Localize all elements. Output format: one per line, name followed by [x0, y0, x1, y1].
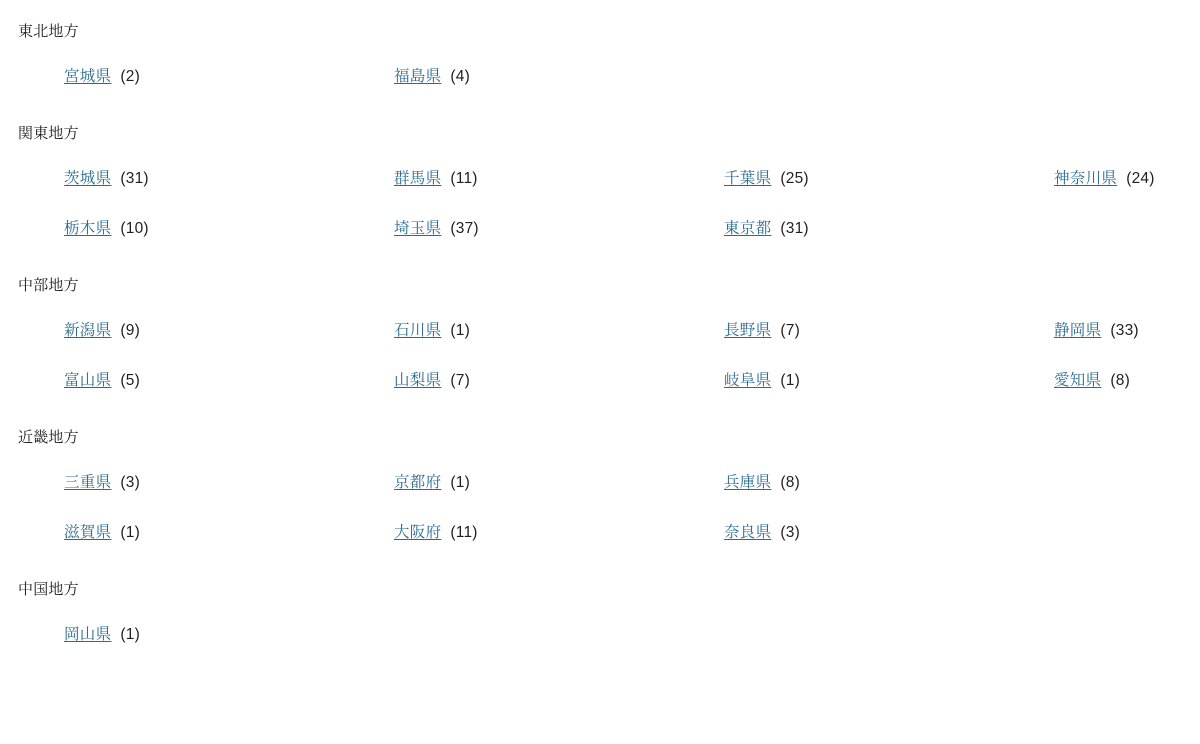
list-item[interactable]: [394, 306, 724, 356]
list-item[interactable]: [1054, 154, 1200, 204]
prefecture-link[interactable]: 宮城県: [64, 68, 112, 85]
region-title: 中国地方: [18, 581, 79, 598]
list-item[interactable]: [64, 154, 394, 204]
prefecture-link[interactable]: 岐阜県: [724, 372, 772, 389]
prefecture-link[interactable]: 福島県: [394, 68, 442, 85]
list-item-empty: [1054, 204, 1200, 254]
prefecture-link[interactable]: 群馬県: [394, 170, 442, 187]
prefecture-count: (3): [780, 524, 800, 541]
prefecture-link[interactable]: 兵庫県: [724, 474, 772, 491]
list-item-empty: [1054, 52, 1200, 102]
prefecture-link[interactable]: 栃木県: [64, 220, 112, 237]
spacer: [0, 102, 1200, 124]
region-title: 近畿地方: [18, 429, 79, 446]
list-item[interactable]: [724, 356, 1054, 406]
prefecture-count: (9): [120, 322, 140, 339]
list-item[interactable]: [394, 52, 724, 102]
list-item[interactable]: [64, 204, 394, 254]
prefecture-count: (1): [450, 474, 470, 491]
prefecture-count: (25): [780, 170, 809, 187]
region-title: 関東地方: [18, 125, 79, 142]
prefecture-link[interactable]: 奈良県: [724, 524, 772, 541]
prefecture-count: (3): [120, 474, 140, 491]
list-item[interactable]: [394, 204, 724, 254]
prefecture-link[interactable]: 愛知県: [1054, 372, 1102, 389]
prefecture-count: (5): [120, 372, 140, 389]
prefecture-count: (33): [1110, 322, 1139, 339]
prefecture-link[interactable]: 茨城県: [64, 170, 112, 187]
region-block-tohoku: [0, 22, 1200, 102]
list-item[interactable]: [64, 306, 394, 356]
prefecture-count: (7): [780, 322, 800, 339]
prefecture-count: (10): [120, 220, 149, 237]
list-item[interactable]: [724, 458, 1054, 508]
region-prefecture-grid: [0, 52, 1200, 102]
list-item[interactable]: [64, 356, 394, 406]
prefecture-link[interactable]: 東京都: [724, 220, 772, 237]
region-block-chubu: [0, 276, 1200, 406]
list-item-empty: [724, 610, 1054, 660]
prefecture-link[interactable]: 長野県: [724, 322, 772, 339]
prefecture-count: (24): [1126, 170, 1155, 187]
region-prefecture-grid: [0, 306, 1200, 406]
spacer: [0, 42, 1200, 52]
list-item-empty: [1054, 610, 1200, 660]
prefecture-count: (1): [450, 322, 470, 339]
prefecture-link[interactable]: 滋賀県: [64, 524, 112, 541]
prefecture-link[interactable]: 新潟県: [64, 322, 112, 339]
list-item-empty: [724, 52, 1054, 102]
list-item[interactable]: [394, 508, 724, 558]
prefecture-count: (11): [450, 524, 478, 541]
prefecture-count: (8): [1110, 372, 1130, 389]
region-title: 中部地方: [18, 277, 79, 294]
list-item-empty: [1054, 508, 1200, 558]
prefecture-count: (1): [120, 524, 140, 541]
prefecture-link[interactable]: 埼玉県: [394, 220, 442, 237]
list-item-empty: [394, 610, 724, 660]
prefecture-count: (31): [120, 170, 149, 187]
spacer: [0, 558, 1200, 580]
prefecture-link[interactable]: 静岡県: [1054, 322, 1102, 339]
list-item[interactable]: [64, 52, 394, 102]
spacer: [0, 448, 1200, 458]
list-item[interactable]: [1054, 306, 1200, 356]
prefecture-link[interactable]: 神奈川県: [1054, 170, 1118, 187]
region-prefecture-grid: [0, 458, 1200, 558]
region-block-chugoku: [0, 580, 1200, 660]
list-item[interactable]: [394, 458, 724, 508]
prefecture-count: (1): [120, 626, 140, 643]
prefecture-count: (37): [450, 220, 479, 237]
spacer: [0, 600, 1200, 610]
list-item[interactable]: [64, 458, 394, 508]
spacer: [0, 144, 1200, 154]
prefecture-link[interactable]: 石川県: [394, 322, 442, 339]
region-title: 東北地方: [18, 23, 79, 40]
prefecture-link[interactable]: 山梨県: [394, 372, 442, 389]
prefecture-link[interactable]: 富山県: [64, 372, 112, 389]
prefecture-count: (4): [450, 68, 470, 85]
list-item-empty: [1054, 458, 1200, 508]
list-item[interactable]: [64, 610, 394, 660]
prefecture-count: (7): [450, 372, 470, 389]
region-block-kanto: [0, 124, 1200, 254]
prefecture-link[interactable]: 三重県: [64, 474, 112, 491]
prefecture-count: (11): [450, 170, 478, 187]
prefecture-link[interactable]: 大阪府: [394, 524, 442, 541]
list-item[interactable]: [64, 508, 394, 558]
spacer: [0, 254, 1200, 276]
region-prefecture-grid: [0, 154, 1200, 254]
list-item[interactable]: [1054, 356, 1200, 406]
prefecture-link[interactable]: 京都府: [394, 474, 442, 491]
prefecture-count: (31): [780, 220, 809, 237]
prefecture-link[interactable]: 岡山県: [64, 626, 112, 643]
region-block-kinki: [0, 428, 1200, 558]
prefecture-count: (2): [120, 68, 140, 85]
region-prefecture-grid: [0, 610, 1200, 660]
spacer: [0, 296, 1200, 306]
list-item[interactable]: [394, 154, 724, 204]
list-item[interactable]: [724, 204, 1054, 254]
spacer: [0, 406, 1200, 428]
prefecture-count: (8): [780, 474, 800, 491]
list-item[interactable]: [724, 306, 1054, 356]
list-item[interactable]: [724, 154, 1054, 204]
list-item[interactable]: [394, 356, 724, 406]
prefecture-count: (1): [780, 372, 800, 389]
prefecture-link[interactable]: 千葉県: [724, 170, 772, 187]
list-item[interactable]: [724, 508, 1054, 558]
